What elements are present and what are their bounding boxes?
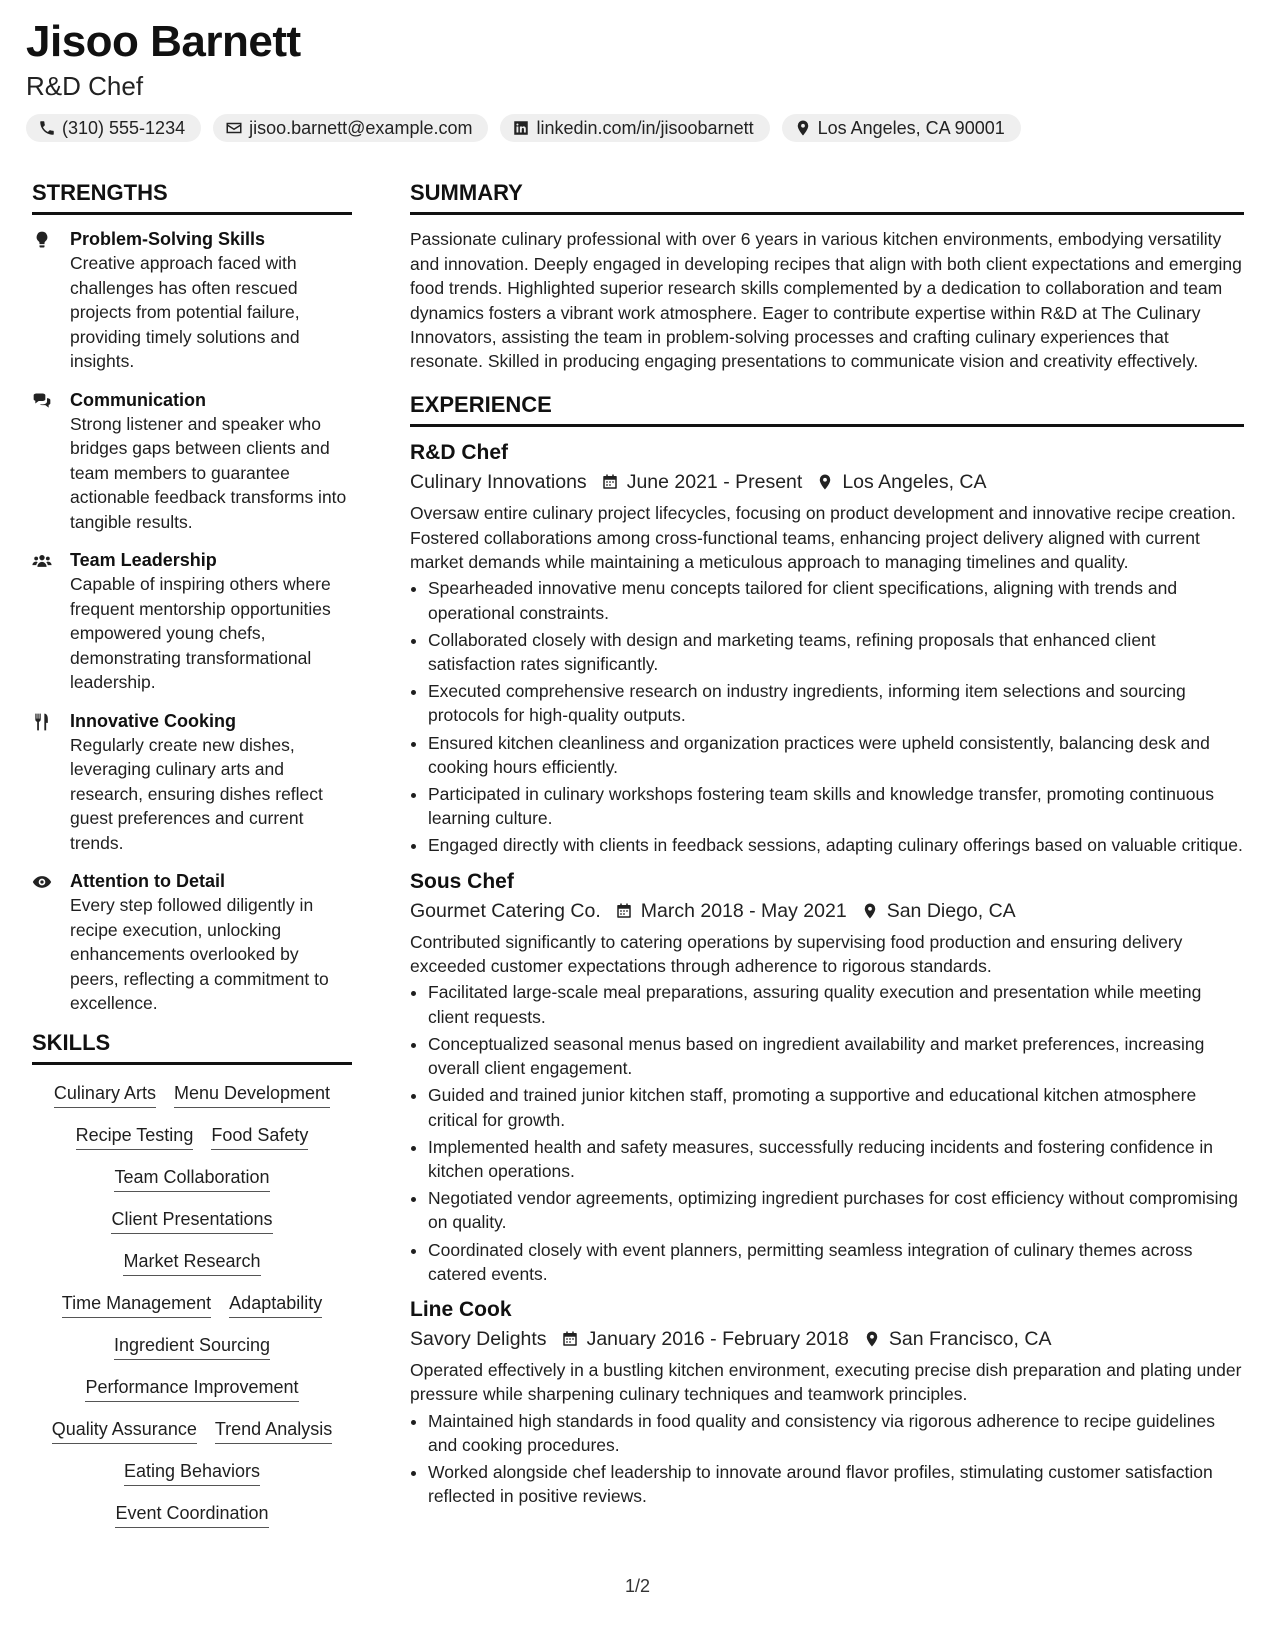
job-meta (410, 1324, 1244, 1354)
strength-desc: Creative approach faced with challenges has often rescued projects from potential failure, providing timely solutions and insights. (70, 253, 300, 372)
job-dates: June 2021 - Present (626, 471, 803, 494)
location-pin-icon (863, 1330, 881, 1348)
job-bullet: • Spearheaded innovative menu concepts tailored for client specifications, aligning with trends and operational constraints. (428, 576, 1244, 624)
job-bullets (410, 980, 1244, 1285)
job-bullet: • Collaborated closely with design and marketing teams, refining proposals that enhanced client satisfaction rates significantly. (428, 628, 1244, 676)
job-description: Contributed significantly to catering operations by supervising food production and ensuring delivery exceeded customer expectations through adherence to rigorous standards. (410, 931, 1183, 977)
skills-row (32, 1291, 352, 1318)
summary-heading: SUMMARY (410, 180, 1244, 215)
skill-tag: Recipe Testing (76, 1123, 194, 1150)
skill-tag: Time Management (62, 1291, 211, 1318)
skills-row (32, 1249, 352, 1276)
skills-heading: SKILLS (32, 1030, 352, 1065)
strength-title: Innovative Cooking (70, 710, 237, 731)
page-number: 1/2 (624, 1576, 651, 1596)
chat-bubbles-icon (32, 391, 52, 411)
skills-row (32, 1501, 352, 1528)
calendar-icon (601, 473, 619, 491)
job-company: Savory Delights (410, 1327, 547, 1350)
contact-email[interactable] (213, 114, 488, 142)
job-bullet: • Executed comprehensive research on industry ingredients, informing item selections and sourcing protocols for high-quality outputs. (428, 679, 1244, 727)
skills-row (32, 1207, 352, 1234)
strength-title: Attention to Detail (70, 871, 225, 892)
job-bullets (410, 1409, 1244, 1509)
skill-tag: Client Presentations (111, 1207, 272, 1234)
job-meta (410, 467, 1244, 497)
job-bullet: • Maintained high standards in food quality and consistency via rigorous adherence to recipe guidelines and cooking procedures. (428, 1409, 1244, 1457)
experience-heading: EXPERIENCE (410, 392, 1244, 427)
skills-row (32, 1165, 352, 1192)
skill-tag: Team Collaboration (114, 1165, 269, 1192)
skill-tag: Food Safety (211, 1123, 308, 1150)
job-company: Gourmet Catering Co. (410, 899, 601, 922)
strength-item (32, 388, 352, 535)
calendar-icon (561, 1330, 579, 1348)
job-description: Oversaw entire culinary project lifecycles, focusing on product development and innovative recipe creation. Fostered collaborations among cross-functional teams, enhancing project delivery aligned with current market demands while maintaining a meticulous approach to managing timelines and quality. (410, 503, 1236, 573)
job-title: Line Cook (410, 1297, 512, 1321)
strength-desc: Every step followed diligently in recipe execution, unlocking enhancements overlooked by peers, reflecting a commitment to excellence. (70, 895, 329, 1014)
job-company: Culinary Innovations (410, 471, 587, 494)
skill-tag: Ingredient Sourcing (114, 1333, 270, 1360)
strength-desc: Capable of inspiring others where frequent mentorship opportunities empowered young chefs, demonstrating transformational leadership. (70, 574, 331, 693)
job-location: San Francisco, CA (888, 1327, 1052, 1350)
candidate-name: Jisoo Barnett (26, 17, 301, 66)
candidate-role: R&D Chef (26, 71, 144, 101)
job-description: Operated effectively in a bustling kitchen environment, executing precise dish preparation and plating under pressure while sharpening culinary techniques and teamwork principles. (410, 1359, 1242, 1405)
strength-item (32, 548, 352, 695)
skills-row (32, 1417, 352, 1444)
skills-row (32, 1375, 352, 1402)
left-column (32, 180, 352, 1543)
strengths-heading: STRENGTHS (32, 180, 352, 215)
skill-tag: Trend Analysis (215, 1417, 332, 1444)
job-bullets (410, 576, 1244, 857)
skill-tag: Quality Assurance (52, 1417, 197, 1444)
utensils-icon (32, 712, 52, 732)
job-bullet: • Implemented health and safety measures, successfully reducing incidents and fostering confidence in kitchen operations. (428, 1135, 1244, 1183)
job-dates: March 2018 - May 2021 (640, 899, 847, 922)
skill-tag: Adaptability (229, 1291, 322, 1318)
job-meta (410, 896, 1244, 926)
strength-desc: Regularly create new dishes, leveraging culinary arts and research, ensuring dishes reflect guest preferences and current trends. (70, 734, 323, 853)
contact-email-text: jisoo.barnett@example.com (249, 117, 473, 138)
contact-location (782, 114, 1021, 142)
right-column (410, 180, 1244, 1519)
strength-title: Communication (70, 389, 207, 410)
envelope-icon (225, 119, 243, 137)
contact-phone-text: (310) 555-1234 (62, 117, 186, 138)
skill-tag: Culinary Arts (54, 1081, 156, 1108)
phone-icon (38, 119, 56, 137)
job-bullet: • Conceptualized seasonal menus based on ingredient availability and market preferences, increasing overall client engagement. (428, 1032, 1244, 1080)
job-title: R&D Chef (410, 441, 508, 465)
strength-title: Problem-Solving Skills (70, 229, 266, 250)
location-pin-icon (861, 902, 879, 920)
skill-tag: Eating Behaviors (124, 1459, 260, 1486)
strength-desc: Strong listener and speaker who bridges gaps between clients and team members to guarantee actionable feedback transforms into tangible results. (70, 413, 347, 532)
job-location: Los Angeles, CA (842, 471, 987, 494)
location-pin-icon (816, 473, 834, 491)
job-bullet: • Facilitated large-scale meal preparations, assuring quality execution and presentation while meeting client requests. (428, 980, 1244, 1028)
skills-row (32, 1333, 352, 1360)
linkedin-icon (512, 119, 530, 137)
skills-row (32, 1081, 352, 1108)
job-location: San Diego, CA (886, 899, 1016, 922)
users-icon (32, 551, 52, 571)
job-bullet: • Ensured kitchen cleanliness and organization practices were upheld consistently, balancing desk and cooking hours efficiently. (428, 731, 1244, 779)
strength-title: Team Leadership (70, 550, 217, 571)
strength-item (32, 227, 352, 374)
contact-linkedin[interactable] (500, 114, 769, 142)
contact-location-text: Los Angeles, CA 90001 (817, 117, 1005, 138)
skills-row (32, 1123, 352, 1150)
job-entry (410, 439, 1244, 857)
strength-item (32, 869, 352, 1016)
job-entry (410, 868, 1244, 1286)
job-bullet: • Guided and trained junior kitchen staff, promoting a supportive and educational kitchen atmosphere critical for growth. (428, 1083, 1244, 1131)
summary-text: Passionate culinary professional with over 6 years in various kitchen environments, embodying versatility and innovation. Deeply engaged in developing recipes that align with both client expectations and emerging food trends. Highlighted superior research skills complemented by a dedication to collaboration and team dynamics fosters a vibrant work atmosphere. Eager to contribute expertise within R&D at The Culinary Innovators, assisting the team in problem-solving processes and crafting culinary experiences that resonate. Skilled in producing engaging presentations to communicate vision and creativity effectively. (410, 229, 1242, 372)
job-bullet: • Participated in culinary workshops fostering team skills and knowledge transfer, promoting continuous learning culture. (428, 782, 1244, 830)
job-bullet: • Coordinated closely with event planners, permitting seamless integration of culinary themes across catered events. (428, 1238, 1244, 1286)
job-bullet: • Engaged directly with clients in feedback sessions, adapting culinary offerings based on valuable critique. (428, 833, 1244, 857)
skill-tag: Performance Improvement (85, 1375, 298, 1402)
job-bullet: • Negotiated vendor agreements, optimizing ingredient purchases for cost efficiency without compromising on quality. (428, 1186, 1244, 1234)
strength-item (32, 709, 352, 856)
calendar-icon (615, 902, 633, 920)
contact-linkedin-text: linkedin.com/in/jisoobarnett (536, 117, 754, 138)
job-entry (410, 1296, 1244, 1509)
skill-tag: Event Coordination (115, 1501, 268, 1528)
job-bullet: • Worked alongside chef leadership to innovate around flavor profiles, stimulating customer satisfaction reflected in positive reviews. (428, 1460, 1244, 1508)
skills-row (32, 1459, 352, 1486)
location-pin-icon (794, 119, 812, 137)
job-title: Sous Chef (410, 869, 514, 893)
skills-section (32, 1030, 352, 1528)
contact-bar (26, 114, 1021, 142)
contact-phone[interactable] (26, 114, 201, 142)
eye-icon (32, 872, 52, 892)
lightbulb-icon (32, 230, 52, 250)
job-dates: January 2016 - February 2018 (586, 1327, 849, 1350)
skill-tag: Market Research (123, 1249, 260, 1276)
skill-tag: Menu Development (174, 1081, 330, 1108)
